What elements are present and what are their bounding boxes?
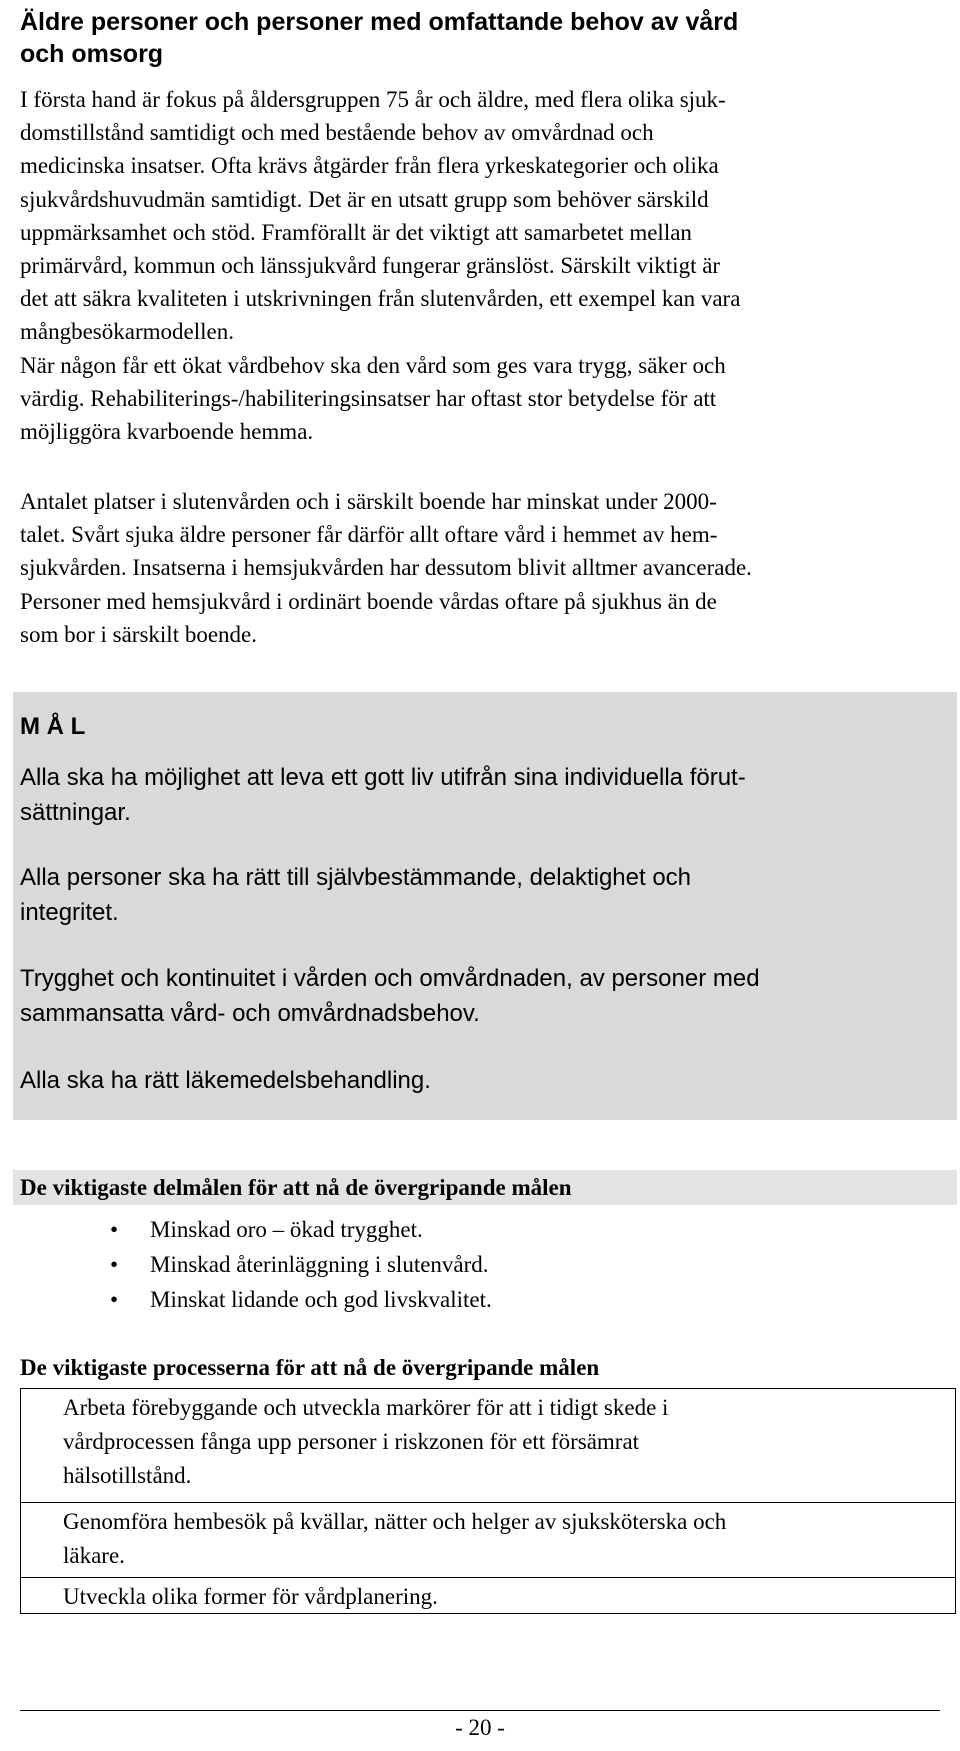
subgoals-heading-bar [13,1170,957,1205]
goal-line: Alla ska ha rätt läkemedelsbehandling. [20,1067,431,1094]
table-cell-line: Genomföra hembesök på kvällar, nätter och helger av sjuksköterska och [63,1509,727,1534]
table-row [21,1391,955,1493]
subgoals-list [0,1212,960,1317]
list-item-text: Minskat lidande och god livskvalitet. [150,1287,492,1312]
list-item [0,1212,960,1247]
text-line: När någon får ett ökat vårdbehov ska den vård som ges vara trygg, säker och [20,352,726,378]
goal-item [20,760,940,830]
intro-paragraph [20,83,940,448]
text-line: I första hand är fokus på åldersgruppen 75 år och äldre, med flera olika sjuk- [20,87,726,112]
table-cell-line: hälsotillstånd. [63,1463,192,1488]
text-line: det att säkra kvaliteten i utskrivningen från slutenvården, ett exempel kan vara [20,286,741,312]
section-heading-line: Äldre personer och personer med omfattande behov av vård [20,8,739,36]
goal-line: Alla personer ska ha rätt till självbestämmande, delaktighet och [20,864,692,891]
bullet-icon: • [110,1252,119,1277]
goal-item [20,1063,940,1098]
text-line: sjukvården. Insatserna i hemsjukvården har dessutom blivit alltmer avancerade. [20,555,752,581]
goal-line: sammansatta vård- och omvårdnadsbehov. [20,1000,480,1027]
text-line: möjliggöra kvarboende hemma. [20,419,314,445]
table-row [21,1577,955,1614]
text-line: Antalet platser i slutenvården och i särskilt boende har minskat under 2000- [20,489,717,514]
goal-line: Trygghet och kontinuitet i vården och omvårdnaden, av personer med [20,965,760,992]
goal-line: integritet. [20,899,119,926]
text-line: Personer med hemsjukvård i ordinärt boende vårdas oftare på sjukhus än de [20,588,717,614]
text-line: värdig. Rehabiliterings-/habiliteringsinsatser har oftast stor betydelse för att [20,385,717,411]
list-item [0,1247,960,1282]
text-line: talet. Svårt sjuka äldre personer får därför allt oftare vård i hemmet av hem- [20,522,718,548]
subgoals-heading: De viktigaste delmålen för att nå de övergripande målen [20,1175,572,1200]
section-heading-line: och omsorg [20,40,164,68]
footer-divider [20,1710,940,1711]
goal-line: Alla ska ha möjlighet att leva ett gott liv utifrån sina individuella förut- [20,764,746,791]
list-item-text: Minskad oro – ökad trygghet. [150,1217,423,1242]
bullet-icon: • [110,1217,119,1242]
text-line: domstillstånd samtidigt och med bestående behov av omvårdnad och [20,120,654,146]
goal-line: sättningar. [20,799,131,826]
list-item [0,1282,960,1317]
processes-table [20,1388,956,1614]
text-line: uppmärksamhet och stöd. Framförallt är det viktigt att samarbetet mellan [20,219,692,245]
text-line: som bor i särskilt boende. [20,621,257,647]
table-row [21,1502,955,1573]
goals-title: M Å L [20,713,86,740]
goal-item [20,860,940,930]
text-line: sjukvårdshuvudmän samtidigt. Det är en utsatt grupp som behöver särskild [20,186,709,212]
text-line: primärvård, kommun och länssjukvård fungerar gränslöst. Särskilt viktigt är [20,253,721,279]
section-heading [20,6,940,70]
text-line: medicinska insatser. Ofta krävs åtgärder från flera yrkeskategorier och olika [20,153,719,179]
list-item-text: Minskad återinläggning i slutenvård. [150,1252,489,1277]
page-number: - 20 - [455,1715,505,1740]
table-cell-line: Utveckla olika former för vårdplanering. [63,1584,438,1609]
table-cell-line: Arbeta förebyggande och utveckla markörer för att i tidigt skede i [63,1395,669,1420]
processes-heading: De viktigaste processerna för att nå de övergripande målen [20,1355,600,1380]
table-cell-line: läkare. [63,1543,125,1568]
text-line: mångbesökarmodellen. [20,319,234,345]
goal-item [20,961,940,1031]
bullet-icon: • [110,1287,119,1312]
table-cell-line: vårdprocessen fånga upp personer i riskzonen för ett försämrat [63,1429,640,1454]
second-paragraph [20,485,940,651]
